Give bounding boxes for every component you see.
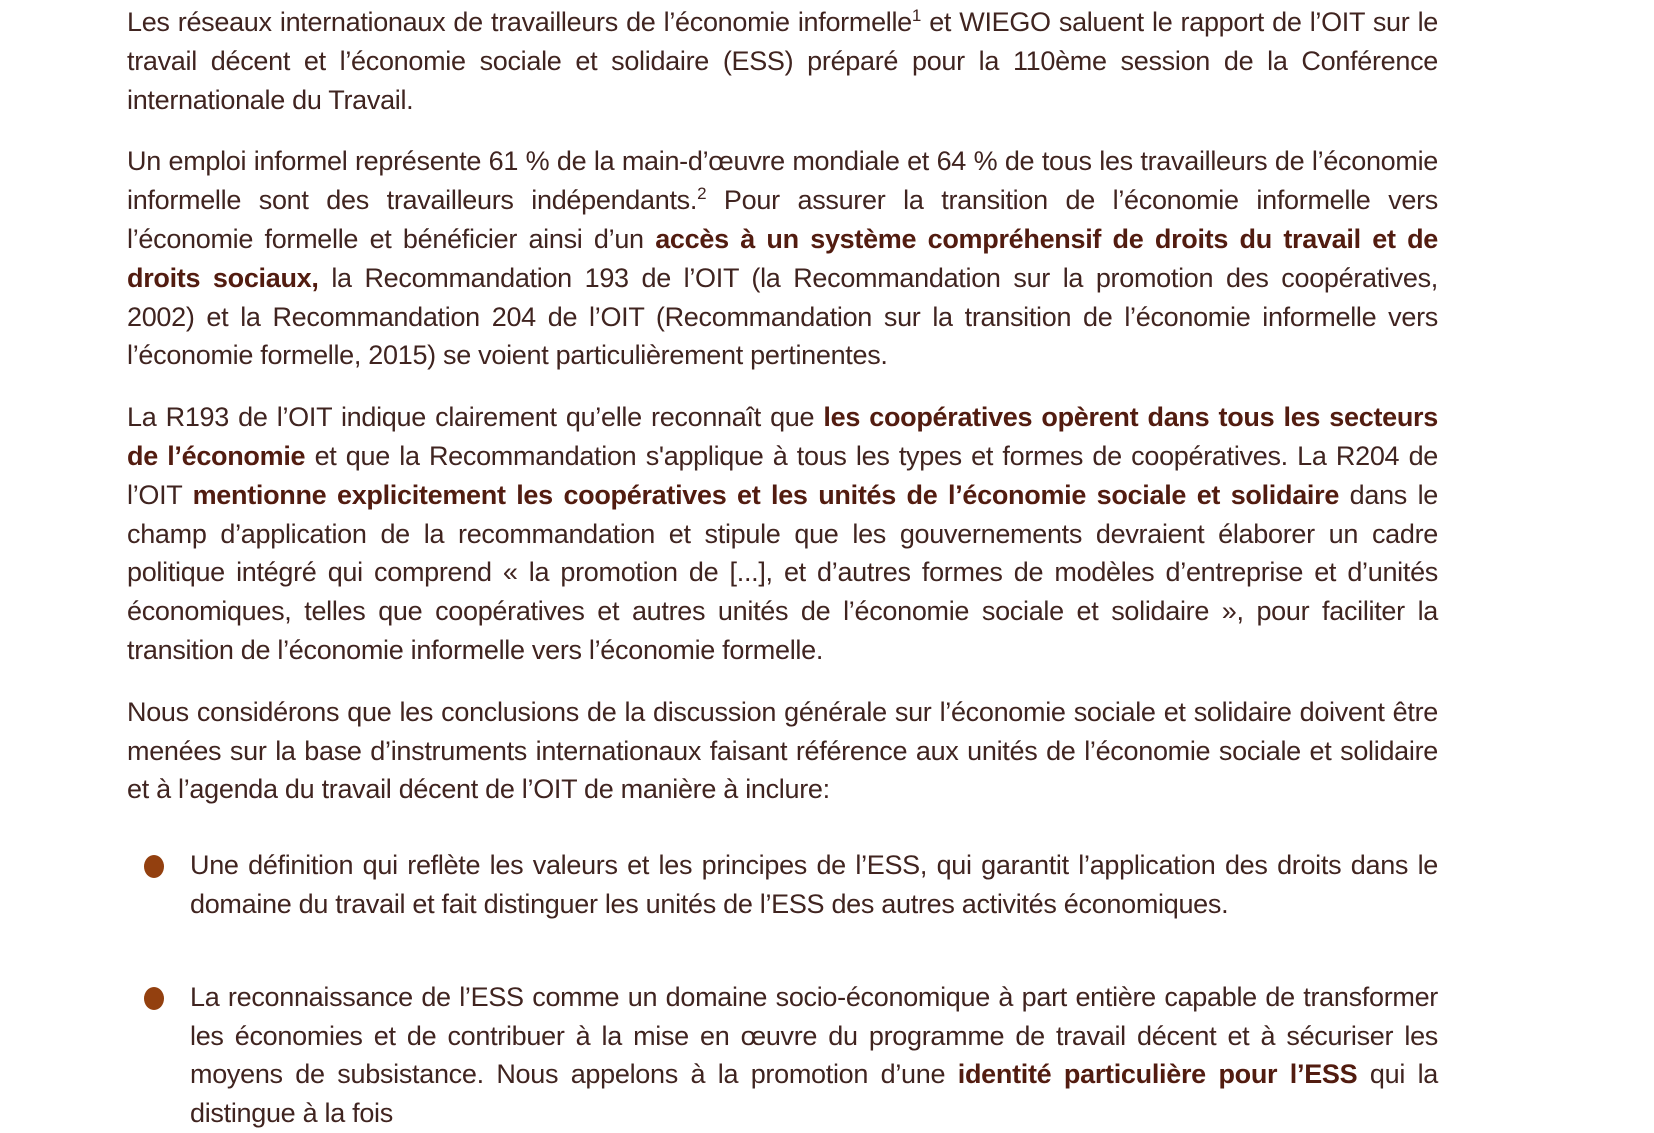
footnote-reference: 1 [911,6,922,25]
paragraph [127,142,1438,375]
bold-text-run: les coopératives opèrent dans tous les secteurs de l’économie [127,402,1438,471]
paragraph [127,398,1438,670]
paragraph [127,3,1438,119]
bullet-icon [144,987,164,1010]
bold-text-run: accès à un système compréhensif de droits du travail et de droits sociaux, [127,223,1438,293]
text-run: et WIEGO saluent le rapport de l’OIT sur le travail décent et l’économie sociale et solidaire (ESS) préparé pour la 110ème session de la Conférence internationale du Travail. [127,7,1439,115]
text-run: dans le champ d’application de la recommandation et stipule que les gouvernements devraient élaborer un cadre politique intégré qui comprend « la promotion de [...], et d’autres formes de modèles d’entreprise et d’unités économiques, telles que coopératives et autres unités de l’économie sociale et solidaire », pour faciliter la transition de l’économie informelle vers l’économie formelle. [127,479,1438,665]
bold-text-run: identité particulière pour l’ESS [957,1059,1358,1090]
text-run: La reconnaissance de l’ESS comme un domaine socio-économique à part entière capable de transformer les économies et de contribuer à la mise en œuvre du programme de travail décent et à sécuriser les moyens de subsistance. Nous appelons à la promotion d’une [190,981,1438,1090]
text-run: la Recommandation 193 de l’OIT (la Recommandation sur la promotion des coopératives, 2002) et la Recommandation 204 de l’OIT (Recommandation sur la transition de l’économie informelle vers l’économie formelle, 2015) se voient particulièrement pertinentes. [127,262,1438,371]
document-body [127,3,1438,1133]
text-run: Nous considérons que les conclusions de la discussion générale sur l’économie sociale et solidaire doivent être menées sur la base d’instruments internationaux faisant référence aux unités de l’économie sociale et solidaire et à l’agenda du travail décent de l’OIT de manière à inclure: [127,696,1438,805]
bullet-list [127,846,1438,1133]
text-run: Pour assurer la transition de l’économie informelle vers l’économie formelle et bénéficier ainsi d’un [127,185,1438,254]
list-item [127,846,1438,924]
text-run: et que la Recommandation s'applique à tous les types et formes de coopératives. La R204 de l’OIT [127,440,1438,510]
paragraph [127,693,1438,809]
text-run: La R193 de l’OIT indique clairement qu’elle reconnaît que [127,402,824,433]
footnote-reference: 2 [697,184,707,204]
text-run: Une définition qui reflète les valeurs et les principes de l’ESS, qui garantit l’application des droits dans le domaine du travail et fait distinguer les unités de l’ESS des autres activités économiques. [190,850,1438,919]
text-run: Un emploi informel représente 61 % de la main-d’œuvre mondiale et 64 % de tous les travailleurs de l’économie informelle sont des travailleurs indépendants. [127,146,1438,216]
bold-text-run: mentionne explicitement les coopératives et les unités de l’économie sociale et solidaire [192,479,1340,510]
bullet-icon [144,855,164,878]
list-item [127,978,1438,1133]
text-run: Les réseaux internationaux de travailleurs de l’économie informelle [127,7,912,37]
text-run: qui la distingue à la fois [190,1059,1438,1129]
